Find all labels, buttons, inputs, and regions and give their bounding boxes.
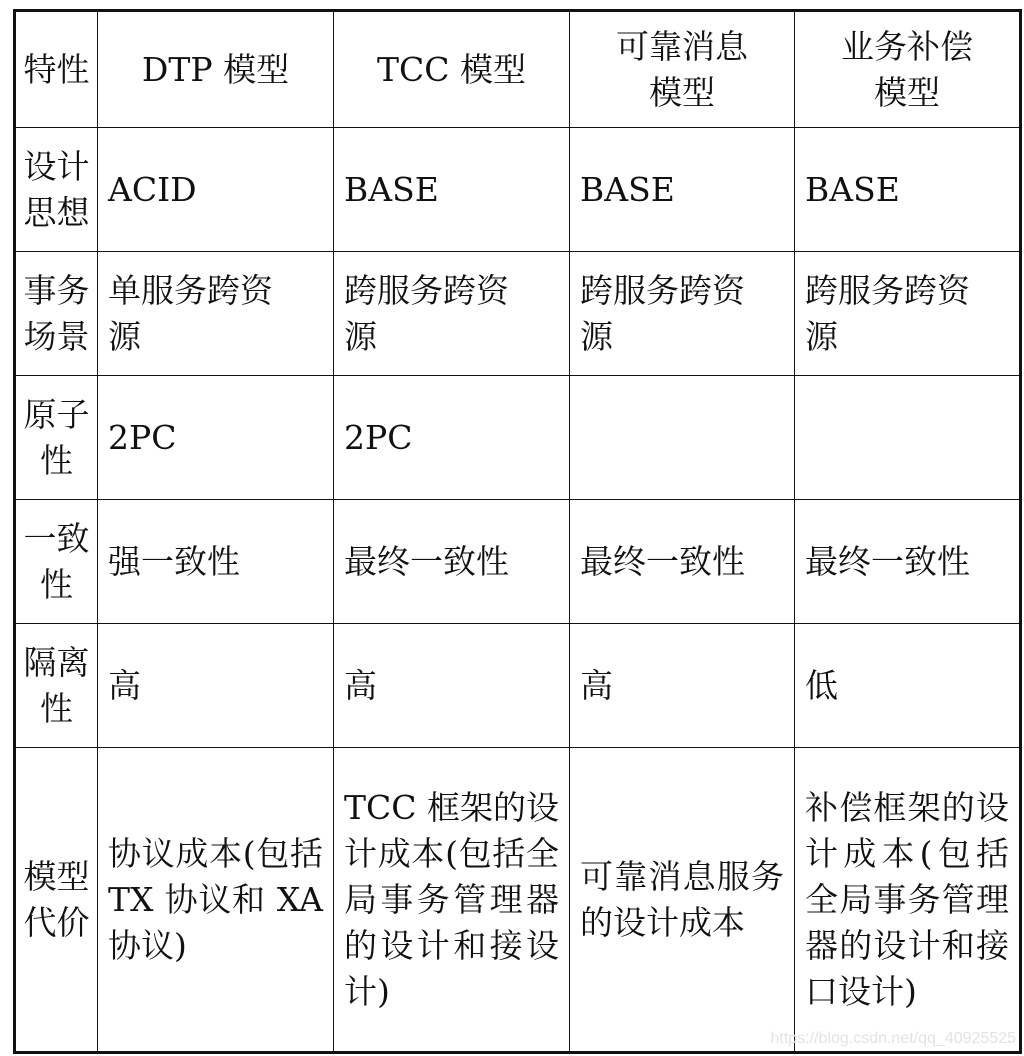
header-cell: TCC 模型 <box>334 11 570 128</box>
feature-cell: 设计思想 <box>15 128 98 252</box>
feature-cell: 原子性 <box>15 376 98 500</box>
table-cell: 跨服务跨资源 <box>334 252 570 376</box>
table-cell: TCC 框架的设计成本(包括全局事务管理器的设计和接设计) <box>334 748 570 1053</box>
table-cell: 高 <box>334 624 570 748</box>
header-cell: 业务补偿模型 <box>795 11 1021 128</box>
table-row <box>15 500 1021 624</box>
table-cell: BASE <box>570 128 795 252</box>
feature-cell: 一致性 <box>15 500 98 624</box>
table-cell <box>570 376 795 500</box>
table-cell: 高 <box>570 624 795 748</box>
table-cell: 2PC <box>334 376 570 500</box>
feature-cell: 事务场景 <box>15 252 98 376</box>
table-cell: 跨服务跨资源 <box>570 252 795 376</box>
table-cell: BASE <box>334 128 570 252</box>
table-cell: 最终一致性 <box>570 500 795 624</box>
table-cell: 最终一致性 <box>334 500 570 624</box>
table-row <box>15 128 1021 252</box>
watermark: https://blog.csdn.net/qq_40925525 <box>770 1030 1016 1047</box>
table-cell: 跨服务跨资源 <box>795 252 1021 376</box>
header-cell: 可靠消息模型 <box>570 11 795 128</box>
table-cell: 补偿框架的设计成本(包括全局事务管理器的设计和接口设计) <box>795 748 1021 1053</box>
table-cell: 高 <box>98 624 334 748</box>
table-cell: ACID <box>98 128 334 252</box>
feature-cell: 隔离性 <box>15 624 98 748</box>
table-cell: BASE <box>795 128 1021 252</box>
feature-cell: 模型代价 <box>15 748 98 1053</box>
table-cell: 最终一致性 <box>795 500 1021 624</box>
table-row <box>15 624 1021 748</box>
header-row <box>15 11 1021 128</box>
header-cell: 特性 <box>15 11 98 128</box>
table-cell: 强一致性 <box>98 500 334 624</box>
header-cell: DTP 模型 <box>98 11 334 128</box>
table-row <box>15 252 1021 376</box>
table-row <box>15 748 1021 1053</box>
table-cell: 协议成本(包括 TX 协议和 XA 协议) <box>98 748 334 1053</box>
table-cell <box>795 376 1021 500</box>
comparison-table <box>13 9 1022 1054</box>
table-cell: 可靠消息服务的设计成本 <box>570 748 795 1053</box>
table-row <box>15 376 1021 500</box>
table-cell: 2PC <box>98 376 334 500</box>
table-cell: 单服务跨资源 <box>98 252 334 376</box>
table-cell: 低 <box>795 624 1021 748</box>
